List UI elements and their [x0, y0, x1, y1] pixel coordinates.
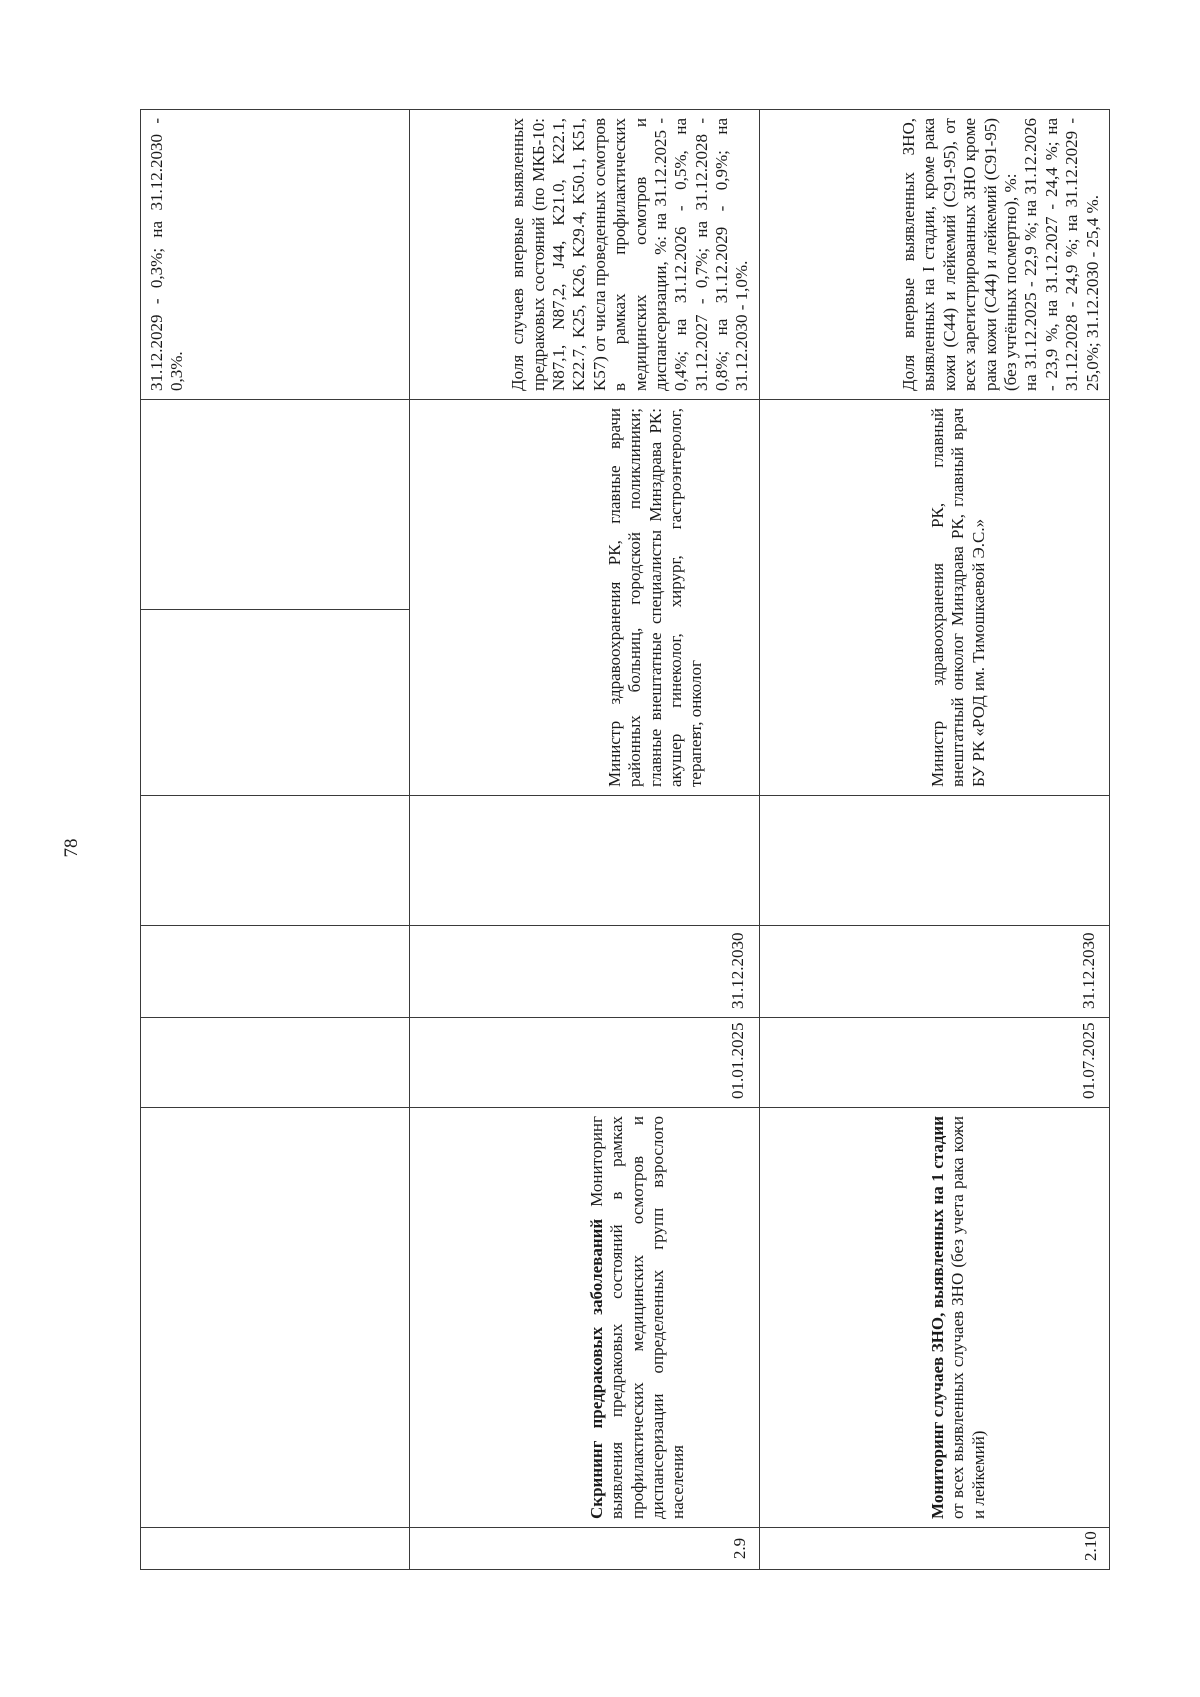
start-date: 01.07.2025 [759, 1018, 1109, 1108]
measure-title [759, 1108, 1109, 1528]
empty-cell [141, 400, 410, 610]
measures-table [140, 109, 1110, 1570]
indicator-values: на 31.12.2025 - 22,9 %; на 31.12.2026 - 23,9 %, на 31.12.2027 - 24,4 %; на 31.12.2028 - 24,9 %; на 31.12.2029 - 25,0%; 31.12.2030 - 25,4 %. [1021, 118, 1102, 391]
end-date [141, 926, 410, 1018]
indicator-cell [759, 110, 1109, 400]
empty-cell [141, 796, 410, 926]
responsible-cell: Министр здравоохранения РК, главный внештатный онколог Минздрава РК, главный врач БУ РК «РОД им. Тимошкаевой Э.С.» [759, 400, 1109, 796]
measure-title-rest: от всех выявленных случаев ЗНО (без учета рака кожи и лейкемий) [948, 1116, 988, 1519]
start-date: 01.01.2025 [409, 1018, 759, 1108]
page-number: 78 [61, 838, 82, 858]
row-number [141, 1528, 410, 1570]
row-number: 2.9 [409, 1528, 759, 1570]
start-date [141, 1018, 410, 1108]
row-number: 2.10 [759, 1528, 1109, 1570]
rotated-table-container [140, 110, 1110, 1570]
measure-title [409, 1108, 759, 1528]
empty-cell [759, 796, 1109, 926]
responsible-cell [141, 610, 410, 796]
measure-title [141, 1108, 410, 1528]
end-date: 31.12.2030 [409, 926, 759, 1018]
indicator-intro: Доля впервые выявленных ЗНО, выявленных на I стадии, кроме рака кожи (С44) и лейкемий (С91-95), от всех зарегистрированных ЗНО кроме рака кожи (С44) и лейкемий (С91-95) (без учтённых посмертно), %: [899, 118, 1021, 391]
measure-title-rest: Мониторинг выявления предраковых состояний в рамках профилактических медицинских осмотров и диспансеризации определенных групп взрослого населения [586, 1116, 688, 1519]
table-row [759, 110, 1109, 1570]
table-row [141, 110, 410, 1570]
indicator-cell: Доля случаев впервые выявленных предраковых состояний (по МКБ-10: N87,1, N87,2, J44, K21.0, K22.1, K22.7, K25, K26, K29.4, K50.1, K51, K57) от числа проведенных осмотров в рамках профилактических медицинских осмотров и диспансеризации, %: на 31.12.2025 - 0,4%; на 31.12.2026 - 0,5%, на 31.12.2027 - 0,7%; на 31.12.2028 - 0,8%; на 31.12.2029 - 0,9%; на 31.12.2030 - 1,0%. [409, 110, 759, 400]
measure-title-bold: Мониторинг случаев ЗНО, выявленных на 1 стадии [927, 1116, 947, 1519]
end-date: 31.12.2030 [759, 926, 1109, 1018]
empty-cell [409, 796, 759, 926]
indicator-cell: 31.12.2029 - 0,3%; на 31.12.2030 - 0,3%. [141, 110, 410, 400]
measure-title-bold: Скрининг предраковых заболеваний [586, 1218, 606, 1519]
table-row [409, 110, 759, 1570]
responsible-cell: Министр здравоохранения РК, главные врачи районных больниц, городской поликлиники; главные внештатные специалисты Минздрава РК: акушер гинеколог, хирург, гастроэнтеролог, терапевт, онколог [409, 400, 759, 796]
